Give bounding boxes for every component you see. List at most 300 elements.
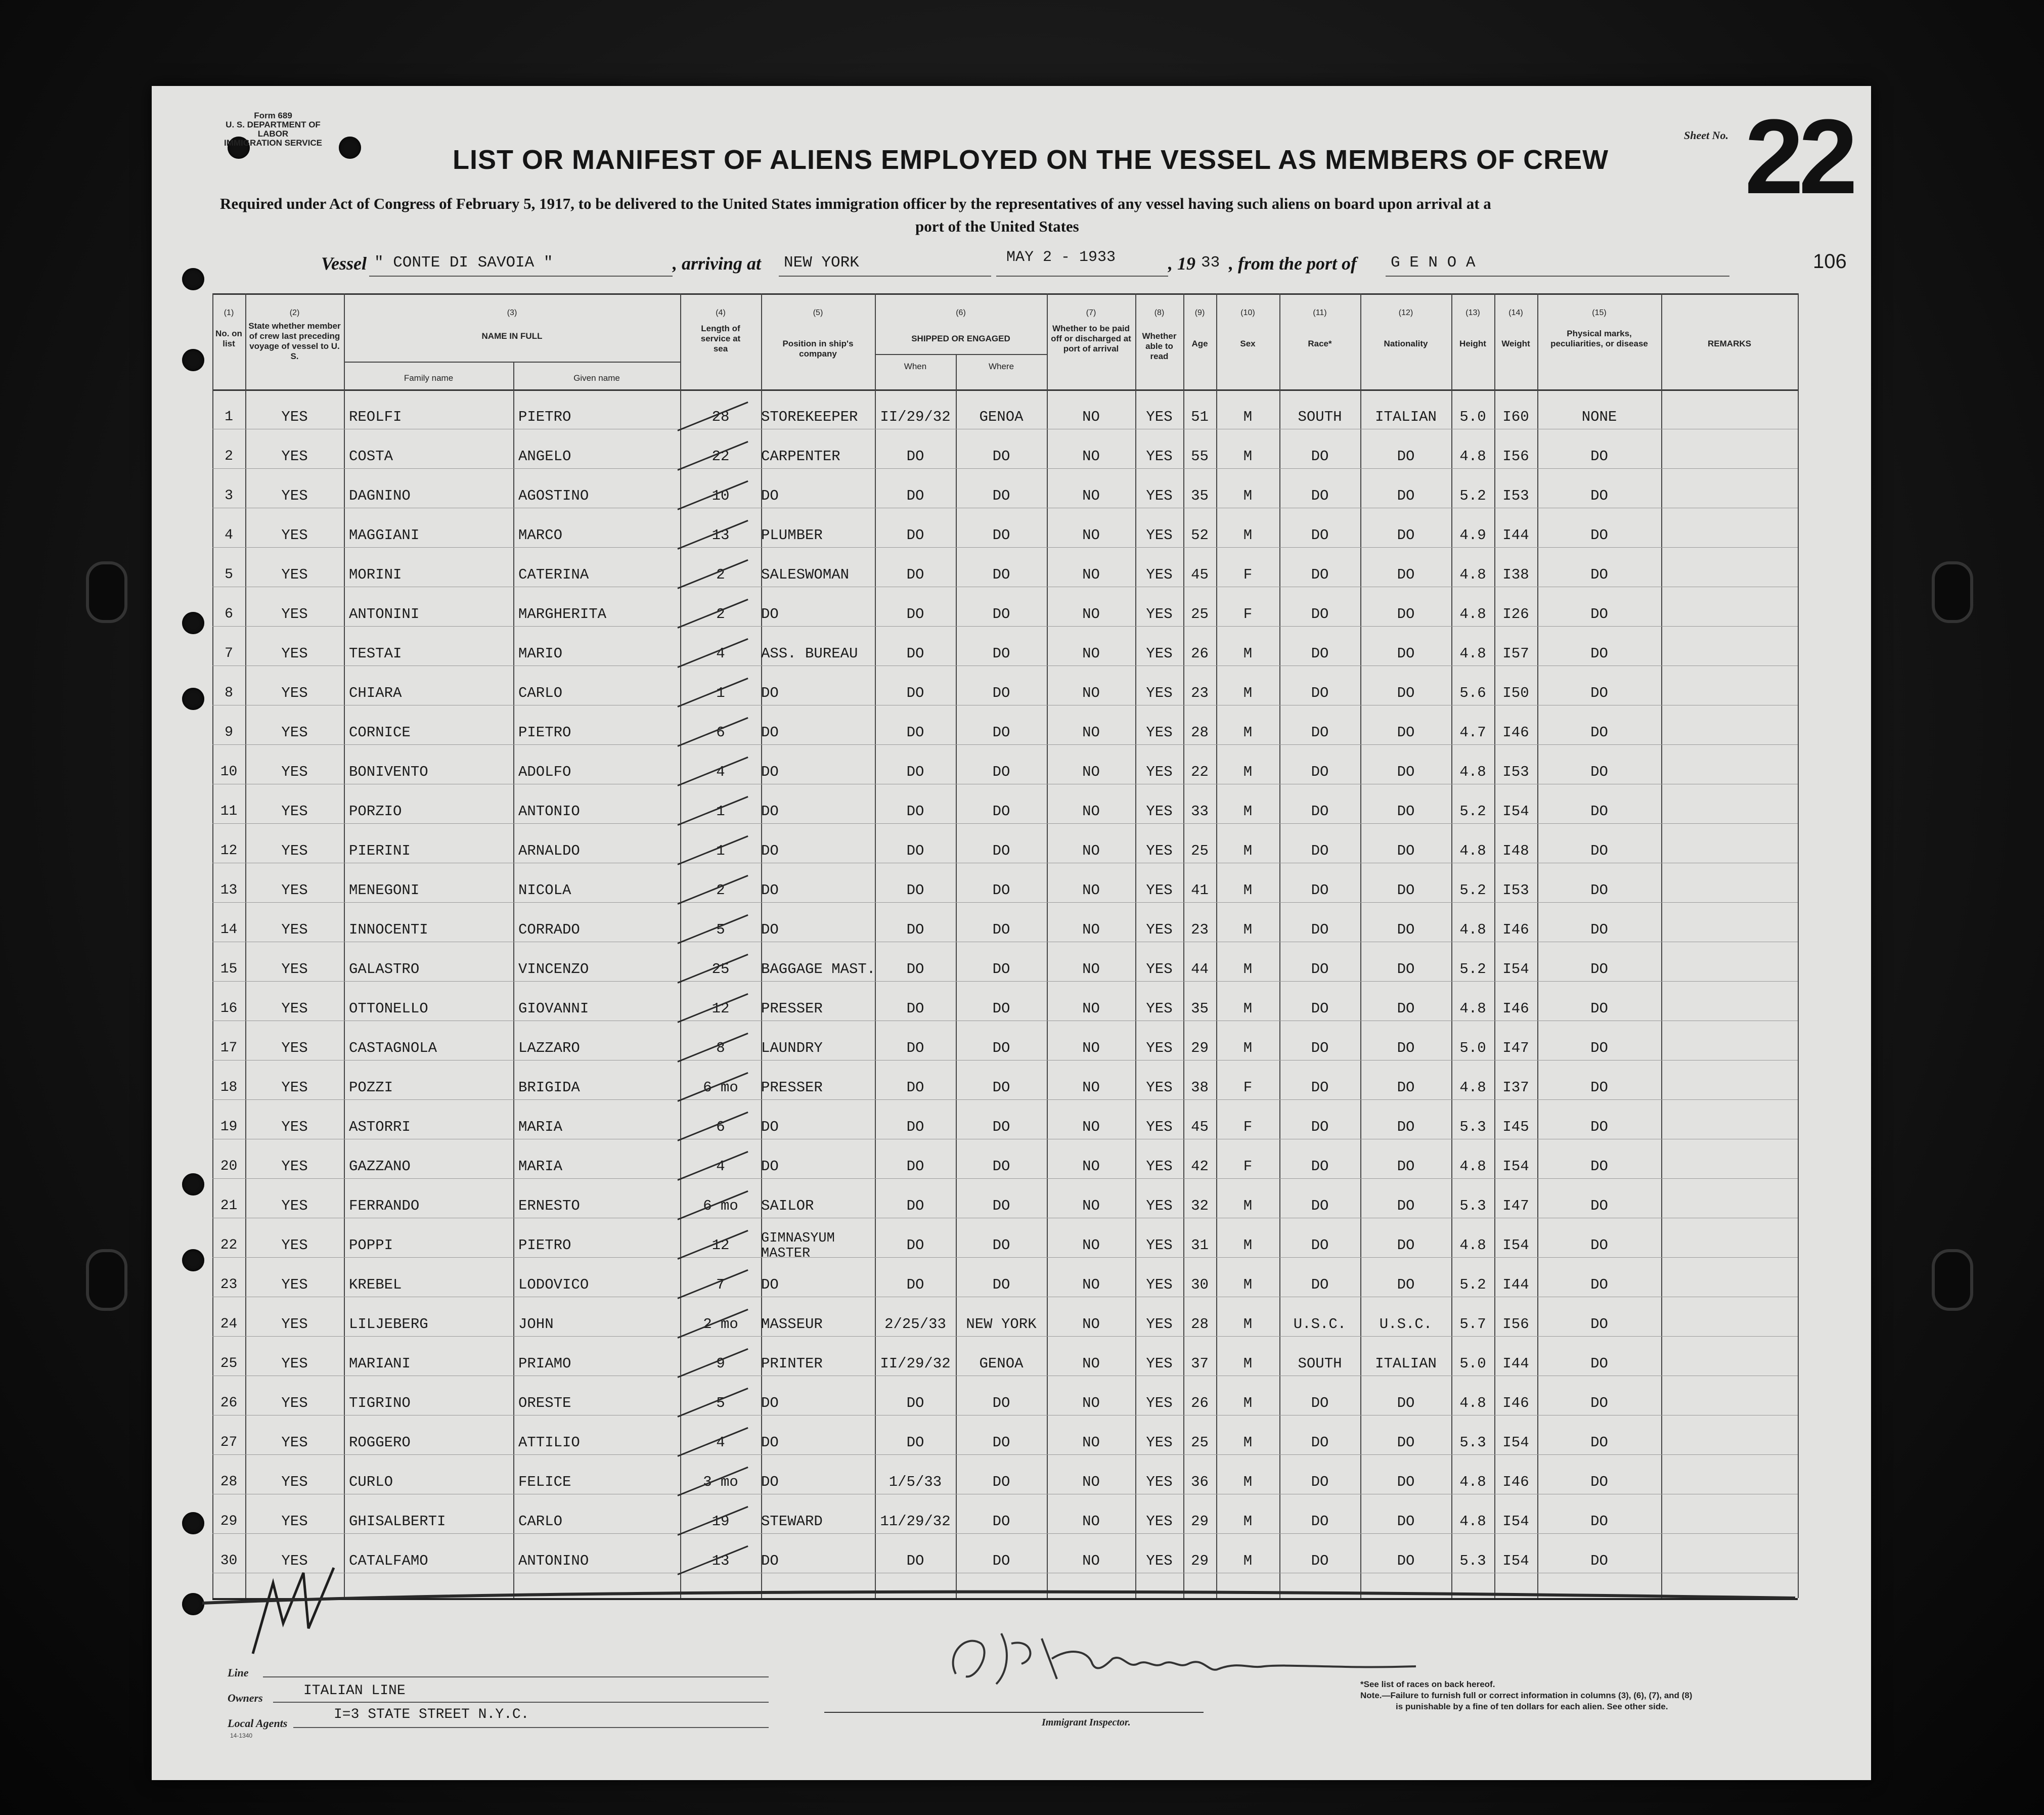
- cell-previous-voyage: YES: [281, 1000, 308, 1017]
- binder-hole: [86, 561, 127, 623]
- cell-height: 5.2: [1459, 803, 1486, 820]
- row-number: 1: [225, 409, 233, 425]
- cell-able-read: YES: [1146, 1000, 1173, 1017]
- cell-age: 25: [1191, 843, 1209, 859]
- cell-previous-voyage: YES: [281, 527, 308, 544]
- cell-sex: M: [1243, 1276, 1253, 1293]
- cell-able-read: YES: [1146, 1158, 1173, 1175]
- cell-given-name: PIETRO: [518, 724, 571, 741]
- cell-sex: M: [1243, 1553, 1253, 1569]
- races-note: *See list of races on back hereof.: [1360, 1679, 1495, 1689]
- cell-nationality: DO: [1397, 488, 1415, 504]
- cell-sex: M: [1243, 527, 1253, 544]
- cell-position: DO: [761, 1158, 779, 1175]
- cell-able-read: YES: [1146, 1276, 1173, 1293]
- cell-where: DO: [992, 1079, 1010, 1096]
- cell-previous-voyage: YES: [281, 961, 308, 978]
- cell-able-read: YES: [1146, 1355, 1173, 1372]
- cell-previous-voyage: YES: [281, 1474, 308, 1490]
- col-number-7: (7): [1086, 308, 1096, 317]
- row-rule: [212, 1533, 1798, 1534]
- cell-sex: M: [1243, 685, 1253, 701]
- cell-sex: M: [1243, 1355, 1253, 1372]
- cell-length-service: 1: [716, 843, 725, 859]
- header-nationality: Nationality: [1384, 339, 1428, 348]
- cell-position: DO: [761, 1553, 779, 1569]
- col-number-13: (13): [1465, 308, 1480, 317]
- header-family-name: Family name: [404, 373, 454, 383]
- cell-physical-marks: DO: [1590, 1040, 1608, 1056]
- year-prefix: , 19: [1168, 253, 1195, 274]
- cell-given-name: MARGHERITA: [518, 606, 607, 623]
- cell-height: 5.0: [1459, 409, 1486, 425]
- cell-length-service: 19: [712, 1513, 730, 1530]
- cell-where: DO: [992, 1000, 1010, 1017]
- cell-length-service: 13: [712, 1553, 730, 1569]
- cell-weight: I44: [1502, 1355, 1529, 1372]
- cell-physical-marks: DO: [1590, 1474, 1608, 1490]
- cell-able-read: YES: [1146, 882, 1173, 899]
- cell-sex: M: [1243, 921, 1253, 938]
- col-number-2: (2): [289, 308, 300, 317]
- cell-paid-off: NO: [1082, 566, 1100, 583]
- cell-age: 37: [1191, 1355, 1209, 1372]
- cell-weight: I57: [1502, 645, 1529, 662]
- cell-nationality: DO: [1397, 527, 1415, 544]
- cell-nationality: DO: [1397, 1079, 1415, 1096]
- cell-when: DO: [906, 685, 924, 701]
- cell-sex: F: [1243, 1079, 1253, 1096]
- cell-able-read: YES: [1146, 1395, 1173, 1411]
- cell-position: BAGGAGE MAST.: [761, 961, 876, 978]
- col-number-9: (9): [1194, 308, 1205, 317]
- cell-race: DO: [1311, 1553, 1329, 1569]
- cell-race: DO: [1311, 1513, 1329, 1530]
- header-given-name: Given name: [573, 373, 620, 383]
- cell-where: DO: [992, 527, 1010, 544]
- cell-previous-voyage: YES: [281, 1316, 308, 1333]
- cell-when: DO: [906, 1198, 924, 1214]
- cell-position: SAILOR: [761, 1198, 814, 1214]
- form-identifier: [217, 111, 329, 148]
- cell-given-name: ORESTE: [518, 1395, 571, 1411]
- cell-nationality: DO: [1397, 803, 1415, 820]
- col-number-11: (11): [1313, 308, 1327, 317]
- cell-race: DO: [1311, 882, 1329, 899]
- cell-position: PLUMBER: [761, 527, 823, 544]
- row-rule: [212, 468, 1798, 469]
- column-rule: [1661, 293, 1662, 1598]
- cell-height: 4.9: [1459, 527, 1486, 544]
- cell-sex: M: [1243, 1198, 1253, 1214]
- cell-paid-off: NO: [1082, 882, 1100, 899]
- cell-where: DO: [992, 1434, 1010, 1451]
- cell-given-name: FELICE: [518, 1474, 571, 1490]
- cell-when: DO: [906, 527, 924, 544]
- row-rule: [212, 1257, 1798, 1258]
- cell-given-name: MARIO: [518, 645, 563, 662]
- header-position: Position in ship's company: [782, 339, 854, 359]
- cell-weight: I48: [1502, 843, 1529, 859]
- cell-height: 4.8: [1459, 448, 1486, 465]
- cell-age: 38: [1191, 1079, 1209, 1096]
- cell-sex: M: [1243, 448, 1253, 465]
- cell-length-service: 10: [712, 488, 730, 504]
- cell-weight: I54: [1502, 1158, 1529, 1175]
- cell-length-service: 8: [716, 1040, 725, 1056]
- cell-previous-voyage: YES: [281, 1040, 308, 1056]
- cell-able-read: YES: [1146, 527, 1173, 544]
- cell-height: 4.8: [1459, 1158, 1486, 1175]
- cell-height: 4.8: [1459, 1079, 1486, 1096]
- row-number: 6: [225, 606, 233, 622]
- cell-given-name: AGOSTINO: [518, 488, 589, 504]
- cell-paid-off: NO: [1082, 1040, 1100, 1056]
- cell-physical-marks: DO: [1590, 1395, 1608, 1411]
- cell-position: DO: [761, 1474, 779, 1490]
- cell-where: DO: [992, 1158, 1010, 1175]
- cell-height: 4.7: [1459, 724, 1486, 741]
- cell-length-service: 7: [716, 1276, 725, 1293]
- cell-race: DO: [1311, 1395, 1329, 1411]
- cell-nationality: DO: [1397, 606, 1415, 623]
- cell-previous-voyage: YES: [281, 803, 308, 820]
- cell-length-service: 4: [716, 1434, 725, 1451]
- cell-able-read: YES: [1146, 1198, 1173, 1214]
- cell-length-service: 5: [716, 1395, 725, 1411]
- row-number: 3: [225, 488, 233, 504]
- cell-weight: I46: [1502, 1000, 1529, 1017]
- cell-able-read: YES: [1146, 645, 1173, 662]
- cell-length-service: 13: [712, 527, 730, 544]
- cell-height: 5.3: [1459, 1198, 1486, 1214]
- cell-when: DO: [906, 488, 924, 504]
- cell-physical-marks: DO: [1590, 803, 1608, 820]
- cell-height: 4.8: [1459, 606, 1486, 623]
- cell-where: DO: [992, 803, 1010, 820]
- cell-physical-marks: DO: [1590, 1079, 1608, 1096]
- cell-sex: M: [1243, 1395, 1253, 1411]
- header-physical-marks: Physical marks, peculiarities, or disease: [1550, 329, 1648, 348]
- cell-position: DO: [761, 764, 779, 780]
- cell-where: DO: [992, 882, 1010, 899]
- cell-length-service: 25: [712, 961, 730, 978]
- cell-family-name: MENEGONI: [349, 882, 420, 899]
- cell-family-name: COSTA: [349, 448, 393, 465]
- row-rule: [212, 744, 1798, 745]
- vessel-label: Vessel: [321, 253, 367, 274]
- row-number: 11: [220, 804, 238, 819]
- cell-given-name: VINCENZO: [518, 961, 589, 978]
- cell-nationality: DO: [1397, 1395, 1415, 1411]
- cell-height: 4.8: [1459, 843, 1486, 859]
- cell-race: DO: [1311, 724, 1329, 741]
- cell-length-service: 4: [716, 645, 725, 662]
- col-number-10: (10): [1240, 308, 1255, 317]
- cell-height: 5.6: [1459, 685, 1486, 701]
- row-number: 23: [220, 1277, 238, 1293]
- cell-race: SOUTH: [1298, 409, 1342, 425]
- cell-length-service: 6: [716, 1119, 725, 1135]
- cell-where: GENOA: [979, 409, 1024, 425]
- cell-weight: I53: [1502, 764, 1529, 780]
- cell-weight: I54: [1502, 803, 1529, 820]
- cell-paid-off: NO: [1082, 1355, 1100, 1372]
- cell-sex: F: [1243, 1119, 1253, 1135]
- cell-sex: M: [1243, 764, 1253, 780]
- cell-paid-off: NO: [1082, 1553, 1100, 1569]
- cell-nationality: DO: [1397, 882, 1415, 899]
- header-when: When: [904, 362, 927, 371]
- cell-paid-off: NO: [1082, 921, 1100, 938]
- punch-hole: [182, 1173, 204, 1196]
- cell-age: 25: [1191, 606, 1209, 623]
- cell-able-read: YES: [1146, 921, 1173, 938]
- punch-hole: [182, 268, 204, 290]
- cell-when: DO: [906, 1000, 924, 1017]
- cell-age: 29: [1191, 1553, 1209, 1569]
- cell-nationality: DO: [1397, 1513, 1415, 1530]
- cell-race: DO: [1311, 527, 1329, 544]
- legal-subtitle: Required under Act of Congress of February 5, 1917, to be delivered to the United States immigration officer by the representatives of any vessel having such aliens on board upon arrival at a: [220, 195, 1491, 212]
- cell-where: DO: [992, 843, 1010, 859]
- form-number: Form 689: [254, 111, 292, 120]
- cell-race: DO: [1311, 1079, 1329, 1096]
- document-title: LIST OR MANIFEST OF ALIENS EMPLOYED ON THE VESSEL AS MEMBERS OF CREW: [453, 145, 1609, 175]
- cell-previous-voyage: YES: [281, 882, 308, 899]
- cell-height: 4.8: [1459, 1513, 1486, 1530]
- col-number-4: (4): [716, 308, 726, 317]
- row-rule: [212, 1336, 1798, 1337]
- cell-position: DO: [761, 606, 779, 623]
- cell-paid-off: NO: [1082, 1434, 1100, 1451]
- row-rule: [212, 626, 1798, 627]
- punch-hole: [182, 1512, 204, 1534]
- cell-age: 26: [1191, 1395, 1209, 1411]
- cell-given-name: CARLO: [518, 685, 563, 701]
- cell-age: 45: [1191, 1119, 1209, 1135]
- cell-length-service: 12: [712, 1000, 730, 1017]
- cell-family-name: ANTONINI: [349, 606, 420, 623]
- cell-position: DO: [761, 1434, 779, 1451]
- row-rule: [212, 902, 1798, 903]
- cell-nationality: ITALIAN: [1375, 1355, 1437, 1372]
- col-number-12: (12): [1398, 308, 1413, 317]
- cell-previous-voyage: YES: [281, 843, 308, 859]
- cell-position: DO: [761, 488, 779, 504]
- department-name: U. S. DEPARTMENT OF LABOR: [226, 120, 321, 139]
- cell-race: DO: [1311, 566, 1329, 583]
- cell-previous-voyage: YES: [281, 645, 308, 662]
- cell-previous-voyage: YES: [281, 1237, 308, 1254]
- cell-sex: M: [1243, 1237, 1253, 1254]
- cell-where: DO: [992, 764, 1010, 780]
- cell-sex: M: [1243, 961, 1253, 978]
- row-number: 7: [225, 646, 233, 661]
- local-agents-label: Local Agents: [228, 1717, 288, 1730]
- cell-race: DO: [1311, 1158, 1329, 1175]
- binder-hole: [1932, 1249, 1973, 1311]
- cell-race: DO: [1311, 645, 1329, 662]
- cell-given-name: ERNESTO: [518, 1198, 580, 1214]
- cell-where: DO: [992, 1395, 1010, 1411]
- cell-given-name: CARLO: [518, 1513, 563, 1530]
- cell-able-read: YES: [1146, 1513, 1173, 1530]
- arrival-year: 33: [1201, 254, 1220, 272]
- cell-given-name: PIETRO: [518, 409, 571, 425]
- cell-physical-marks: DO: [1590, 1119, 1608, 1135]
- punch-hole: [182, 1249, 204, 1271]
- cell-height: 5.2: [1459, 961, 1486, 978]
- cell-sex: M: [1243, 645, 1253, 662]
- cell-age: 41: [1191, 882, 1209, 899]
- cell-family-name: TESTAI: [349, 645, 402, 662]
- cell-where: DO: [992, 645, 1010, 662]
- cell-sex: M: [1243, 1513, 1253, 1530]
- cell-given-name: ANGELO: [518, 448, 571, 465]
- cell-family-name: BONIVENTO: [349, 764, 428, 780]
- cell-given-name: GIOVANNI: [518, 1000, 589, 1017]
- cell-previous-voyage: YES: [281, 764, 308, 780]
- punch-hole: [182, 612, 204, 634]
- cell-family-name: OTTONELLO: [349, 1000, 428, 1017]
- cell-race: DO: [1311, 921, 1329, 938]
- departure-port: G E N O A: [1391, 254, 1476, 272]
- cell-previous-voyage: YES: [281, 488, 308, 504]
- cell-position: DO: [761, 843, 779, 859]
- from-port-label: , from the port of: [1229, 253, 1357, 274]
- cell-race: DO: [1311, 448, 1329, 465]
- cell-height: 5.3: [1459, 1434, 1486, 1451]
- cell-where: DO: [992, 606, 1010, 623]
- row-number: 4: [225, 527, 233, 543]
- cell-family-name: MAGGIANI: [349, 527, 420, 544]
- local-agents-value: I=3 STATE STREET N.Y.C.: [334, 1707, 529, 1722]
- arriving-label: , arriving at: [673, 253, 762, 274]
- cell-nationality: DO: [1397, 645, 1415, 662]
- cell-race: DO: [1311, 1276, 1329, 1293]
- cell-able-read: YES: [1146, 566, 1173, 583]
- cell-when: DO: [906, 764, 924, 780]
- cell-nationality: DO: [1397, 1119, 1415, 1135]
- cell-where: NEW YORK: [966, 1316, 1037, 1333]
- cell-height: 5.3: [1459, 1553, 1486, 1569]
- cell-nationality: U.S.C.: [1379, 1316, 1433, 1333]
- row-rule: [212, 1178, 1798, 1179]
- cell-height: 4.8: [1459, 764, 1486, 780]
- cell-position: GIMNASYUM MASTER: [761, 1231, 835, 1261]
- cell-paid-off: NO: [1082, 1079, 1100, 1096]
- row-number: 9: [225, 725, 233, 740]
- cell-able-read: YES: [1146, 1553, 1173, 1569]
- cell-able-read: YES: [1146, 724, 1173, 741]
- cell-physical-marks: DO: [1590, 448, 1608, 465]
- cell-nationality: DO: [1397, 448, 1415, 465]
- cell-able-read: YES: [1146, 803, 1173, 820]
- cell-where: DO: [992, 1513, 1010, 1530]
- cell-previous-voyage: YES: [281, 1355, 308, 1372]
- cell-physical-marks: DO: [1590, 764, 1608, 780]
- cell-paid-off: NO: [1082, 606, 1100, 623]
- cell-paid-off: NO: [1082, 843, 1100, 859]
- cell-where: DO: [992, 566, 1010, 583]
- cell-where: DO: [992, 724, 1010, 741]
- cell-given-name: ATTILIO: [518, 1434, 580, 1451]
- cell-sex: F: [1243, 1158, 1253, 1175]
- cell-weight: I60: [1502, 409, 1529, 425]
- cell-previous-voyage: YES: [281, 409, 308, 425]
- cell-age: 23: [1191, 685, 1209, 701]
- cell-length-service: 6: [716, 724, 725, 741]
- cell-able-read: YES: [1146, 843, 1173, 859]
- cell-family-name: ASTORRI: [349, 1119, 411, 1135]
- cell-physical-marks: DO: [1590, 1553, 1608, 1569]
- cell-family-name: INNOCENTI: [349, 921, 428, 938]
- cell-sex: F: [1243, 606, 1253, 623]
- cell-weight: I53: [1502, 882, 1529, 899]
- cell-age: 33: [1191, 803, 1209, 820]
- header-where: Where: [988, 362, 1014, 371]
- cell-given-name: NICOLA: [518, 882, 571, 899]
- cell-given-name: MARCO: [518, 527, 563, 544]
- row-rule: [212, 823, 1798, 824]
- row-number: 19: [220, 1119, 238, 1135]
- cell-given-name: JOHN: [518, 1316, 554, 1333]
- cell-nationality: DO: [1397, 1158, 1415, 1175]
- header-weight: Weight: [1501, 339, 1530, 348]
- row-number: 14: [220, 922, 238, 938]
- cell-paid-off: NO: [1082, 448, 1100, 465]
- cell-able-read: YES: [1146, 606, 1173, 623]
- cell-paid-off: NO: [1082, 409, 1100, 425]
- cell-age: 52: [1191, 527, 1209, 544]
- cell-where: DO: [992, 685, 1010, 701]
- cell-height: 4.8: [1459, 1474, 1486, 1490]
- cell-nationality: DO: [1397, 566, 1415, 583]
- cell-when: DO: [906, 1079, 924, 1096]
- col-number-5: (5): [813, 308, 823, 317]
- cell-position: DO: [761, 1395, 779, 1411]
- cell-paid-off: NO: [1082, 1474, 1100, 1490]
- col-number-3: (3): [507, 308, 517, 317]
- cell-family-name: MORINI: [349, 566, 402, 583]
- cell-position: ASS. BUREAU: [761, 645, 858, 662]
- cell-family-name: CASTAGNOLA: [349, 1040, 437, 1056]
- cell-previous-voyage: YES: [281, 606, 308, 623]
- cell-family-name: ROGGERO: [349, 1434, 411, 1451]
- cell-nationality: DO: [1397, 921, 1415, 938]
- cell-when: DO: [906, 1395, 924, 1411]
- cell-when: II/29/32: [880, 409, 951, 425]
- service-name: IMMIGRATION SERVICE: [224, 138, 322, 148]
- cell-family-name: LILJEBERG: [349, 1316, 428, 1333]
- cell-paid-off: NO: [1082, 1000, 1100, 1017]
- cell-race: DO: [1311, 1434, 1329, 1451]
- cell-sex: M: [1243, 488, 1253, 504]
- cell-nationality: DO: [1397, 764, 1415, 780]
- cell-nationality: DO: [1397, 1276, 1415, 1293]
- cell-height: 4.8: [1459, 921, 1486, 938]
- cell-when: DO: [906, 921, 924, 938]
- cell-sex: M: [1243, 882, 1253, 899]
- cell-paid-off: NO: [1082, 1395, 1100, 1411]
- cell-race: DO: [1311, 1474, 1329, 1490]
- cell-given-name: PIETRO: [518, 1237, 571, 1254]
- cell-position: PRESSER: [761, 1000, 823, 1017]
- binder-hole: [1932, 561, 1973, 623]
- row-number: 18: [220, 1080, 238, 1095]
- cell-paid-off: NO: [1082, 764, 1100, 780]
